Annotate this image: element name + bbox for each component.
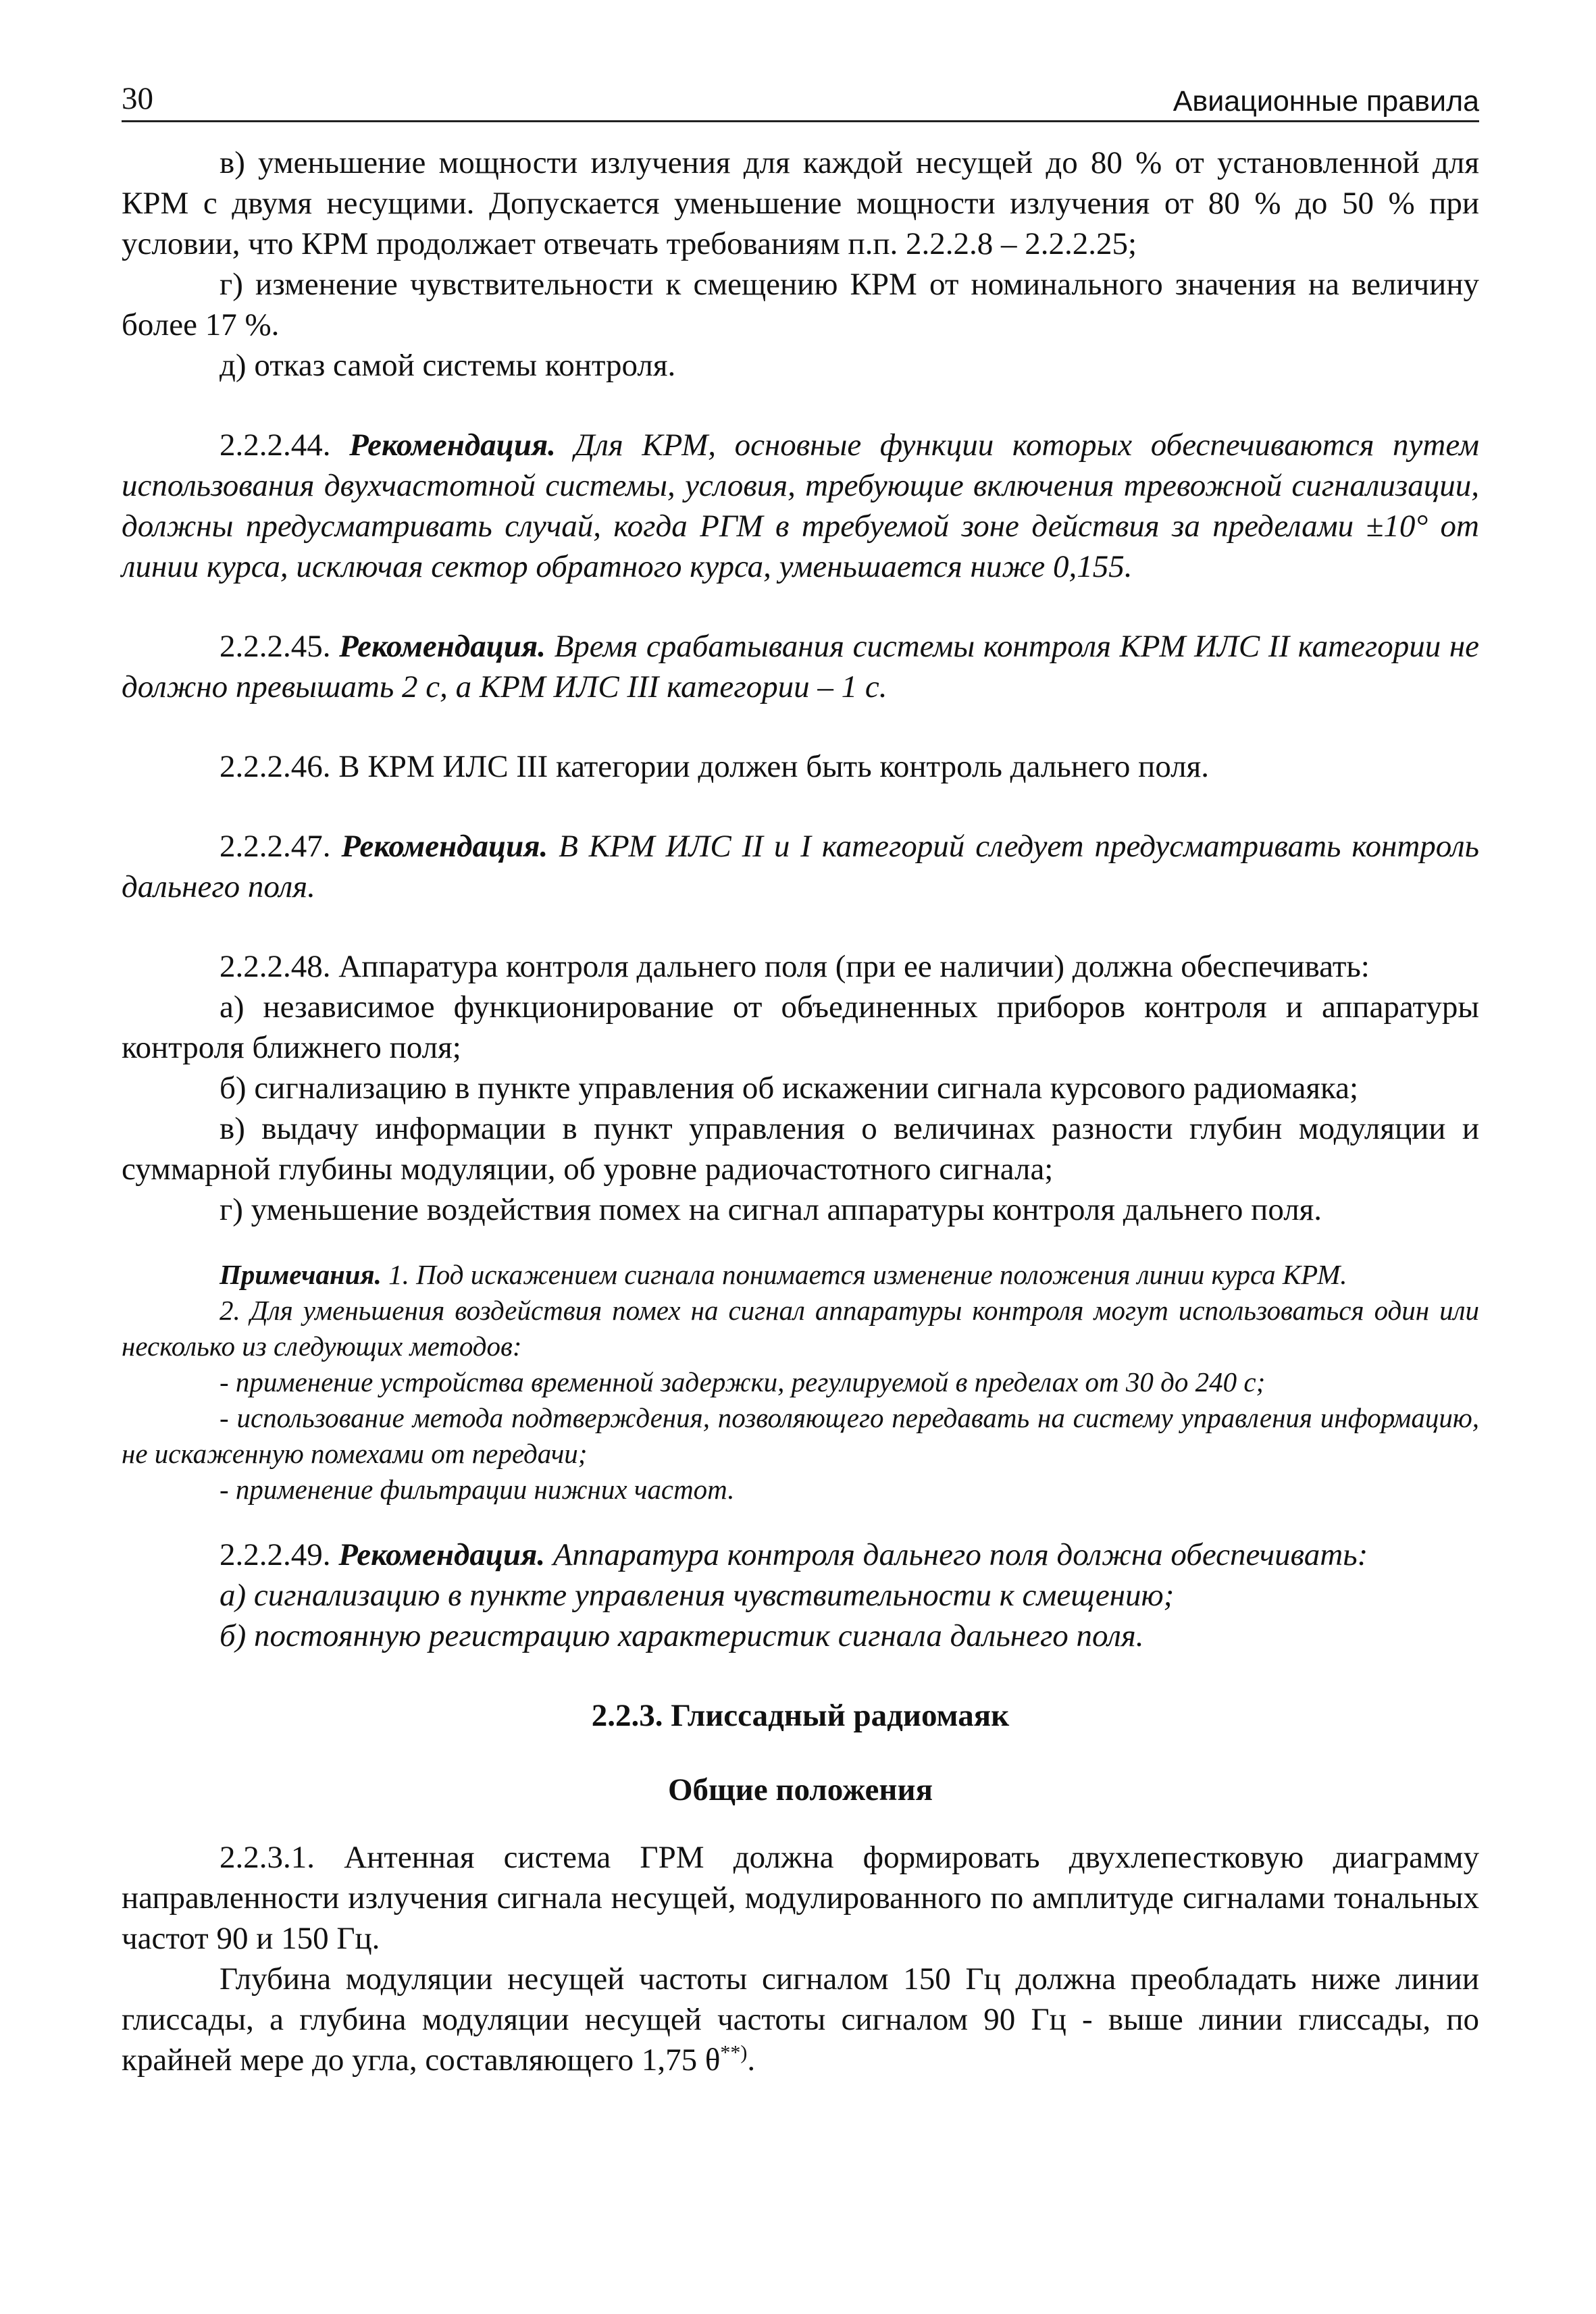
- list-item-v: в) выдачу информации в пункт управления о величинах разности глубин модуляции и суммарной глубины модуляции, об уровне радиочастотного сигнала;: [122, 1111, 1479, 1187]
- note-2-method-a: - применение устройства временной задержки, регулируемой в пределах от 30 до 240 с;: [220, 1366, 1266, 1397]
- clause-2-2-3-1: 2.2.3.1. Антенная система ГРМ должна формировать двухлепестковую диаграмму направленности излучения сигнала несущей, модулированного по амплитуде сигналами тональных частот 90 и 150 Гц.: [122, 1840, 1479, 1956]
- recommendation-label: Рекомендация.: [339, 629, 546, 664]
- clause-number: 2.2.2.47.: [220, 829, 331, 864]
- document-page: [122, 73, 1479, 2275]
- note-2-method-b: - использование метода подтверждения, позволяющего передавать на систему управления информацию, не искаженную помехами от передачи;: [122, 1402, 1479, 1469]
- clause-text: В КРМ ИЛС II и I категорий следует предусматривать контроль дальнего поля.: [122, 829, 1480, 904]
- recommendation-label: Рекомендация.: [341, 829, 548, 864]
- note-2-method-c: - применение фильтрации нижних частот.: [220, 1474, 735, 1505]
- running-title: Авиационные правила: [1173, 85, 1479, 118]
- note-2: 2. Для уменьшения воздействия помех на сигнал аппаратуры контроля могут использоваться один или несколько из следующих методов:: [122, 1295, 1479, 1362]
- clause-2-2-2-49: [122, 1535, 1479, 1575]
- footnote-marker: **): [720, 2041, 748, 2064]
- clause-number: 2.2.2.44.: [220, 428, 331, 463]
- clause-2-2-2-46: 2.2.2.46. В КРМ ИЛС III категории должен быть контроль дальнего поля.: [220, 749, 1209, 784]
- list-item-g: г) уменьшение воздействия помех на сигнал аппаратуры контроля дальнего поля.: [220, 1192, 1322, 1227]
- paragraph-modulation-depth: Глубина модуляции несущей частоты сигналом 150 Гц должна преобладать ниже линии глиссады, а глубина модуляции несущей частоты сигналом 90 Гц - выше линии глиссады, по крайней мере до угла, составляющего 1,75 θ**).: [122, 1961, 1479, 2078]
- list-item-b: б) сигнализацию в пункте управления об искажении сигнала курсового радиомаяка;: [220, 1071, 1359, 1106]
- clause-2-2-2-44: [122, 425, 1479, 587]
- page-header: [122, 73, 1479, 122]
- section-heading: 2.2.3. Глиссадный радиомаяк: [591, 1698, 1010, 1733]
- notes-label: Примечания.: [220, 1259, 382, 1290]
- list-item-d-monitor-failure: д) отказ самой системы контроля.: [220, 348, 676, 383]
- list-item-g-sensitivity-change: г) изменение чувствительности к смещению КРМ от номинального значения на величину более 17 %.: [122, 267, 1479, 342]
- clause-text: Для КРМ, основные функции которых обеспечиваются путем использования двухчастотной системы, условия, требующие включения тревожной сигнализации, должны предусматривать случай, когда РГМ в требуемой зоне действия за пределами ±10° от линии курса, исключая сектор обратного курса, уменьшается ниже 0,155.: [122, 428, 1479, 584]
- clause-text: Аппаратура контроля дальнего поля должна обеспечивать:: [552, 1537, 1368, 1572]
- clause-number: 2.2.2.49.: [220, 1537, 331, 1572]
- page-body: [122, 143, 1479, 2080]
- recommendation-label: Рекомендация.: [349, 428, 556, 463]
- clause-2-2-2-48: 2.2.2.48. Аппаратура контроля дальнего поля (при ее наличии) должна обеспечивать:: [220, 949, 1370, 984]
- clause-number: 2.2.2.45.: [220, 629, 331, 664]
- clause-2-2-2-47: [122, 826, 1479, 907]
- clause-2-2-2-45: [122, 626, 1479, 707]
- recommendation-label: Рекомендация.: [338, 1537, 546, 1572]
- note-1: Примечания. 1. Под искажением сигнала понимается изменение положения линии курса КРМ.: [220, 1259, 1347, 1290]
- list-item-a: а) независимое функционирование от объединенных приборов контроля и аппаратуры контроля ближнего поля;: [122, 989, 1479, 1065]
- list-item-a: а) сигнализацию в пункте управления чувствительности к смещению;: [220, 1578, 1175, 1613]
- list-item-b: б) постоянную регистрацию характеристик сигнала дальнего поля.: [220, 1618, 1144, 1653]
- list-item-v-power-reduction: в) уменьшение мощности излучения для каждой несущей до 80 % от установленной для КРМ с двумя несущими. Допускается уменьшение мощности излучения от 80 % до 50 % при условии, что КРМ продолжает отвечать требованиям п.п. 2.2.2.8 – 2.2.2.25;: [122, 145, 1479, 261]
- subsection-heading: Общие положения: [668, 1772, 933, 1807]
- clause-text: Время срабатывания системы контроля КРМ ИЛС II категории не должно превышать 2 с, а КРМ ИЛС III категории – 1 с.: [122, 629, 1480, 704]
- page-number: 30: [122, 81, 153, 116]
- notes-block: [122, 1257, 1479, 1508]
